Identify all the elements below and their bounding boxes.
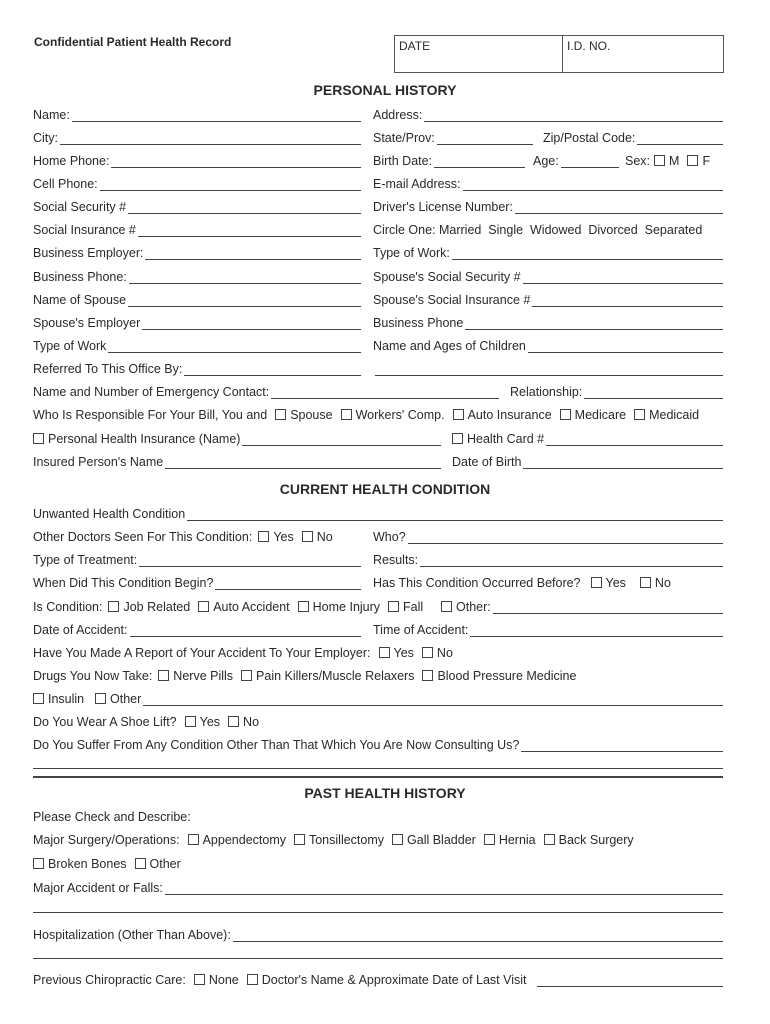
spouse-type-of-work-line <box>108 340 361 353</box>
drug-nerve-pills-checkbox[interactable] <box>158 670 169 681</box>
children-line <box>528 340 723 353</box>
accident-date-field[interactable] <box>33 619 361 637</box>
row-chiropractic <box>33 969 725 987</box>
business-phone-label: Business Phone: <box>33 270 127 284</box>
drug-other-line <box>143 693 723 706</box>
resp-auto-insurance-checkbox[interactable] <box>453 409 464 420</box>
insured-name-line <box>165 456 441 469</box>
unwanted-condition-label: Unwanted Health Condition <box>33 507 186 521</box>
insured-name-label: Insured Person's Name <box>33 455 164 469</box>
business-employer-line <box>145 247 361 260</box>
children-field[interactable] <box>373 335 723 353</box>
sex-female-label: F <box>702 154 711 168</box>
state-line <box>437 132 533 145</box>
chiropractic-none-label: None <box>208 973 239 987</box>
spouse-insurance-field[interactable] <box>373 289 723 307</box>
row-home-phone <box>33 150 725 168</box>
relationship-field[interactable] <box>510 381 723 399</box>
zip-line <box>637 132 723 145</box>
spouse-business-phone-label: Business Phone <box>373 316 464 330</box>
report-no-option[interactable] <box>422 646 453 660</box>
other-doctors-yes-option[interactable] <box>258 530 293 544</box>
broken-bones-option[interactable] <box>33 857 127 871</box>
condition-other-checkbox[interactable] <box>441 601 452 612</box>
surgery-back-surgery-option[interactable] <box>544 833 634 847</box>
condition-job-related-checkbox[interactable] <box>108 601 119 612</box>
condition-home-injury-checkbox[interactable] <box>298 601 309 612</box>
drug-pain-killers-checkbox[interactable] <box>241 670 252 681</box>
accident-date-label: Date of Accident: <box>33 623 128 637</box>
personal-insurance-checkbox[interactable] <box>33 433 44 444</box>
row-insulin <box>33 688 725 706</box>
hospitalization-label: Hospitalization (Other Than Above): <box>33 928 231 942</box>
other-doctors-yes-label: Yes <box>273 530 294 544</box>
row-business-employer <box>33 242 725 260</box>
check-describe-instruction: Please Check and Describe: <box>33 810 191 824</box>
condition-auto-accident-checkbox[interactable] <box>198 601 209 612</box>
results-line <box>420 554 723 567</box>
resp-option-medicare[interactable] <box>560 408 626 422</box>
health-card-label: Health Card # <box>467 432 545 446</box>
email-label: E-mail Address: <box>373 177 461 191</box>
row-suffer <box>33 734 725 752</box>
health-card-checkbox[interactable] <box>452 433 463 444</box>
zip-field[interactable] <box>543 127 723 145</box>
drug-blood-pressure-checkbox[interactable] <box>422 670 433 681</box>
condition-home-injury-label: Home Injury <box>312 600 381 614</box>
spouse-insurance-line <box>532 294 723 307</box>
broken-bones-choice <box>33 853 181 871</box>
id-number-field[interactable] <box>563 36 723 72</box>
report-no-label: No <box>436 646 453 660</box>
date-id-box <box>394 35 724 73</box>
major-accident-extra-line[interactable] <box>33 912 723 913</box>
condition-auto-accident-option[interactable] <box>198 600 289 614</box>
suffer-extra-line[interactable] <box>33 768 723 769</box>
row-shoe-lift <box>33 711 725 729</box>
row-business-phone <box>33 266 725 284</box>
shoe-lift-yes-checkbox[interactable] <box>185 716 196 727</box>
results-field[interactable] <box>373 549 723 567</box>
condition-fall-label: Fall <box>403 600 424 614</box>
spouse-ssn-label: Spouse's Social Security # <box>373 270 521 284</box>
condition-job-related-option[interactable] <box>108 600 190 614</box>
surgery-choice <box>33 829 634 847</box>
sex-choice <box>625 150 710 168</box>
other-doctors-choice <box>33 526 333 544</box>
resp-auto-insurance-label: Auto Insurance <box>467 408 552 422</box>
ssn-label: Social Security # <box>33 200 127 214</box>
major-accident-field[interactable] <box>33 877 723 895</box>
surgery-tonsillectomy-label: Tonsillectomy <box>308 833 385 847</box>
email-line <box>463 178 723 191</box>
spouse-business-phone-field[interactable] <box>373 312 723 330</box>
row-is-condition <box>33 596 725 614</box>
when-begin-line <box>215 577 361 590</box>
accident-time-label: Time of Accident: <box>373 623 469 637</box>
other-doctors-no-label: No <box>316 530 333 544</box>
shoe-lift-yes-label: Yes <box>199 715 221 729</box>
spouse-employer-label: Spouse's Employer <box>33 316 141 330</box>
who-label: Who? <box>373 530 406 544</box>
row-accident-date <box>33 619 725 637</box>
accident-time-field[interactable] <box>373 619 723 637</box>
occurred-before-yes-label: Yes <box>605 576 626 590</box>
health-card-field[interactable] <box>452 428 723 446</box>
personal-insurance-field[interactable] <box>33 428 441 446</box>
drug-blood-pressure-option[interactable] <box>422 669 576 683</box>
cell-phone-field[interactable] <box>33 173 361 191</box>
surgery-label: Major Surgery/Operations: <box>33 833 180 847</box>
drug-pain-killers-option[interactable] <box>241 669 414 683</box>
surgery-hernia-option[interactable] <box>484 833 536 847</box>
broken-bones-checkbox[interactable] <box>33 858 44 869</box>
type-of-work-line <box>452 247 723 260</box>
city-label: City: <box>33 131 58 145</box>
row-insurance <box>33 428 725 446</box>
past-other-checkbox[interactable] <box>135 858 146 869</box>
sex-male-checkbox[interactable] <box>654 155 665 166</box>
drug-insulin-option[interactable] <box>33 688 84 706</box>
form-title: Confidential Patient Health Record <box>34 35 232 49</box>
occurred-before-no-option[interactable] <box>640 576 671 590</box>
age-field[interactable] <box>533 150 619 168</box>
condition-fall-checkbox[interactable] <box>388 601 399 612</box>
row-name-address <box>33 104 725 122</box>
resp-spouse-checkbox[interactable] <box>275 409 286 420</box>
shoe-lift-label: Do You Wear A Shoe Lift? <box>33 715 177 729</box>
hospitalization-field[interactable] <box>33 924 723 942</box>
surgery-tonsillectomy-checkbox[interactable] <box>294 834 305 845</box>
drug-nerve-pills-option[interactable] <box>158 669 233 683</box>
cell-phone-label: Cell Phone: <box>33 177 98 191</box>
treatment-field[interactable] <box>33 549 361 567</box>
drug-insulin-label: Insulin <box>48 692 85 706</box>
home-phone-field[interactable] <box>33 150 361 168</box>
condition-auto-accident-label: Auto Accident <box>213 600 290 614</box>
referred-field[interactable] <box>33 358 361 376</box>
children-extra-line <box>375 363 723 376</box>
past-health-heading: PAST HEALTH HISTORY <box>304 785 466 801</box>
surgery-back-surgery-checkbox[interactable] <box>544 834 555 845</box>
spouse-name-field[interactable] <box>33 289 361 307</box>
zip-label: Zip/Postal Code: <box>543 131 636 145</box>
spouse-insurance-label: Spouse's Social Insurance # <box>373 293 531 307</box>
children-label: Name and Ages of Children <box>373 339 526 353</box>
row-other-doctors <box>33 526 725 544</box>
spouse-employer-field[interactable] <box>33 312 361 330</box>
results-label: Results: <box>373 553 419 567</box>
state-field[interactable] <box>373 127 533 145</box>
row-city-state <box>33 127 725 145</box>
report-no-checkbox[interactable] <box>422 647 433 658</box>
row-referred <box>33 358 725 376</box>
business-employer-label: Business Employer: <box>33 246 144 260</box>
id-label: I.D. NO. <box>567 39 611 53</box>
chiropractic-none-option[interactable] <box>194 973 239 987</box>
other-doctors-yes-checkbox[interactable] <box>258 531 269 542</box>
treatment-line <box>139 554 361 567</box>
sex-male-option[interactable] <box>654 154 679 168</box>
chiropractic-doctor-line[interactable] <box>537 974 723 987</box>
address-label: Address: <box>373 108 423 122</box>
when-begin-label: When Did This Condition Begin? <box>33 576 214 590</box>
unwanted-condition-field[interactable] <box>33 503 723 521</box>
is-condition-choice <box>33 596 423 614</box>
condition-other-field[interactable] <box>441 596 723 614</box>
suffer-other-condition-field[interactable] <box>33 734 723 752</box>
other-doctors-no-checkbox[interactable] <box>302 531 313 542</box>
drug-nerve-pills-label: Nerve Pills <box>173 669 234 683</box>
surgery-appendectomy-option[interactable] <box>188 833 286 847</box>
row-insured <box>33 451 725 469</box>
address-field[interactable] <box>373 104 723 122</box>
resp-medicare-checkbox[interactable] <box>560 409 571 420</box>
ssn-line <box>128 201 361 214</box>
sex-male-label: M <box>669 154 680 168</box>
occurred-before-yes-checkbox[interactable] <box>591 577 602 588</box>
cell-phone-line <box>100 178 361 191</box>
drug-other-label: Other <box>110 692 142 706</box>
surgery-gall-bladder-label: Gall Bladder <box>407 833 476 847</box>
condition-job-related-label: Job Related <box>123 600 191 614</box>
drug-blood-pressure-label: Blood Pressure Medicine <box>437 669 577 683</box>
ssn-field[interactable] <box>33 196 361 214</box>
city-line <box>60 132 361 145</box>
row-spouse-name <box>33 289 725 307</box>
date-label: DATE <box>399 39 431 53</box>
row-emergency <box>33 381 725 399</box>
responsible-party <box>33 404 699 422</box>
name-line <box>72 109 361 122</box>
marital-status-circle-one[interactable]: Circle One: Married Single Widowed Divorced Separated <box>373 223 703 237</box>
chiropractic-label: Previous Chiropractic Care: <box>33 973 186 987</box>
spouse-name-label: Name of Spouse <box>33 293 127 307</box>
row-ssn <box>33 196 725 214</box>
home-phone-line <box>111 155 361 168</box>
past-other-label: Other <box>149 857 181 871</box>
report-yes-option[interactable] <box>379 646 414 660</box>
relationship-label: Relationship: <box>510 385 583 399</box>
spouse-ssn-line <box>523 271 723 284</box>
chiropractic-field <box>33 969 723 987</box>
drugs-label: Drugs You Now Take: <box>33 669 153 683</box>
referred-line <box>184 363 361 376</box>
home-phone-label: Home Phone: <box>33 154 110 168</box>
row-when-begin <box>33 572 725 590</box>
row-broken-bones <box>33 853 725 871</box>
resp-option-auto-insurance[interactable] <box>453 408 552 422</box>
occurred-before-no-checkbox[interactable] <box>640 577 651 588</box>
row-surgery <box>33 829 725 847</box>
drug-insulin-checkbox[interactable] <box>33 693 44 704</box>
row-major-accident <box>33 877 725 895</box>
who-field[interactable] <box>373 526 723 544</box>
suffer-other-condition-label: Do You Suffer From Any Condition Other Than That Which You Are Now Consulting Us? <box>33 738 520 752</box>
insured-dob-line <box>523 456 723 469</box>
occurred-before-yes-option[interactable] <box>591 576 626 590</box>
hospitalization-line <box>233 929 723 942</box>
relationship-line <box>584 386 723 399</box>
chiropractic-none-checkbox[interactable] <box>194 974 205 985</box>
name-label: Name: <box>33 108 70 122</box>
is-condition-label: Is Condition: <box>33 600 103 614</box>
social-insurance-label: Social Insurance # <box>33 223 136 237</box>
drug-pain-killers-label: Pain Killers/Muscle Relaxers <box>256 669 415 683</box>
unwanted-condition-line <box>187 508 723 521</box>
drugs-choice <box>33 665 576 683</box>
occurred-before-no-label: No <box>654 576 671 590</box>
row-check-describe <box>33 806 725 824</box>
condition-other-line <box>493 601 723 614</box>
chiropractic-doctor-checkbox[interactable] <box>247 974 258 985</box>
condition-fall-option[interactable] <box>388 600 423 614</box>
row-responsible <box>33 404 725 422</box>
license-field[interactable] <box>373 196 723 214</box>
birth-date-label: Birth Date: <box>373 154 433 168</box>
report-label: Have You Made A Report of Your Accident To Your Employer: <box>33 646 371 660</box>
insured-dob-label: Date of Birth <box>452 455 522 469</box>
sex-female-option[interactable] <box>687 154 710 168</box>
emergency-contact-field[interactable] <box>33 381 499 399</box>
suffer-other-condition-line <box>521 739 723 752</box>
row-spouse-work <box>33 335 725 353</box>
emergency-contact-line <box>271 386 499 399</box>
insured-dob-field[interactable] <box>452 451 723 469</box>
resp-option-medicaid[interactable] <box>634 408 699 422</box>
resp-option-workers-comp[interactable] <box>341 408 445 422</box>
drug-other-checkbox[interactable] <box>95 693 106 704</box>
license-label: Driver's License Number: <box>373 200 513 214</box>
children-extra-line-field[interactable] <box>373 358 723 376</box>
row-treatment <box>33 549 725 567</box>
personal-insurance-label: Personal Health Insurance (Name) <box>48 432 241 446</box>
past-other-option[interactable] <box>135 857 181 871</box>
birth-date-field[interactable] <box>373 150 525 168</box>
row-spouse-employer <box>33 312 725 330</box>
license-line <box>515 201 723 214</box>
surgery-gall-bladder-option[interactable] <box>392 833 476 847</box>
surgery-gall-bladder-checkbox[interactable] <box>392 834 403 845</box>
birth-date-line <box>434 155 525 168</box>
health-card-line <box>546 433 723 446</box>
resp-medicare-label: Medicare <box>574 408 627 422</box>
social-insurance-field[interactable] <box>33 219 361 237</box>
current-health-heading: CURRENT HEALTH CONDITION <box>279 481 491 497</box>
chiropractic-doctor-label: Doctor's Name & Approximate Date of Last Visit <box>261 973 527 987</box>
spouse-business-phone-line <box>465 317 723 330</box>
section-divider <box>33 776 723 778</box>
row-hospitalization <box>33 924 725 942</box>
major-accident-line <box>165 882 723 895</box>
treatment-label: Type of Treatment: <box>33 553 138 567</box>
resp-workers-comp-checkbox[interactable] <box>341 409 352 420</box>
surgery-appendectomy-label: Appendectomy <box>202 833 286 847</box>
spouse-type-of-work-label: Type of Work <box>33 339 107 353</box>
sex-label: Sex: <box>625 154 651 168</box>
row-report <box>33 642 725 660</box>
shoe-lift-no-option[interactable] <box>228 715 259 729</box>
drug-other-field[interactable] <box>95 688 723 706</box>
major-accident-label: Major Accident or Falls: <box>33 881 163 895</box>
condition-home-injury-option[interactable] <box>298 600 380 614</box>
resp-workers-comp-label: Workers' Comp. <box>355 408 445 422</box>
when-begin-field[interactable] <box>33 572 361 590</box>
emergency-contact-label: Name and Number of Emergency Contact: <box>33 385 270 399</box>
type-of-work-label: Type of Work: <box>373 246 450 260</box>
spouse-type-of-work-field[interactable] <box>33 335 361 353</box>
surgery-hernia-label: Hernia <box>498 833 536 847</box>
age-line <box>561 155 619 168</box>
address-line <box>424 109 723 122</box>
personal-history-heading: PERSONAL HISTORY <box>313 82 457 98</box>
personal-insurance-line <box>242 433 441 446</box>
shoe-lift-no-checkbox[interactable] <box>228 716 239 727</box>
row-social-insurance <box>33 219 725 237</box>
row-drugs <box>33 665 725 683</box>
shoe-lift-no-label: No <box>243 715 260 729</box>
other-doctors-label: Other Doctors Seen For This Condition: <box>33 530 253 544</box>
city-field[interactable] <box>33 127 361 145</box>
resp-medicaid-label: Medicaid <box>649 408 700 422</box>
report-yes-checkbox[interactable] <box>379 647 390 658</box>
shoe-lift-choice <box>33 711 259 729</box>
row-cell-phone <box>33 173 725 191</box>
chiropractic-doctor-option[interactable] <box>247 973 527 987</box>
surgery-tonsillectomy-option[interactable] <box>294 833 384 847</box>
business-phone-field[interactable] <box>33 266 361 284</box>
sex-female-checkbox[interactable] <box>687 155 698 166</box>
business-phone-line <box>129 271 361 284</box>
referred-label: Referred To This Office By: <box>33 362 183 376</box>
state-label: State/Prov: <box>373 131 435 145</box>
surgery-back-surgery-label: Back Surgery <box>558 833 634 847</box>
date-field[interactable] <box>395 36 563 72</box>
business-employer-field[interactable] <box>33 242 361 260</box>
row-unwanted <box>33 503 725 521</box>
shoe-lift-yes-option[interactable] <box>185 715 220 729</box>
accident-time-line <box>470 624 723 637</box>
surgery-appendectomy-checkbox[interactable] <box>188 834 199 845</box>
type-of-work-field[interactable] <box>373 242 723 260</box>
resp-option-spouse[interactable] <box>275 408 332 422</box>
age-label: Age: <box>533 154 559 168</box>
resp-spouse-label: Spouse <box>290 408 333 422</box>
social-insurance-line <box>138 224 361 237</box>
email-field[interactable] <box>373 173 723 191</box>
condition-other-label: Other: <box>456 600 491 614</box>
broken-bones-label: Broken Bones <box>48 857 127 871</box>
occurred-before-label: Has This Condition Occurred Before? <box>373 576 581 590</box>
other-doctors-no-option[interactable] <box>302 530 333 544</box>
spouse-name-line <box>128 294 361 307</box>
spouse-ssn-field[interactable] <box>373 266 723 284</box>
name-field[interactable] <box>33 104 361 122</box>
accident-date-line <box>130 624 361 637</box>
resp-medicaid-checkbox[interactable] <box>634 409 645 420</box>
insured-name-field[interactable] <box>33 451 441 469</box>
spouse-employer-line <box>142 317 361 330</box>
surgery-hernia-checkbox[interactable] <box>484 834 495 845</box>
responsible-label: Who Is Responsible For Your Bill, You and <box>33 408 268 422</box>
hospitalization-extra-line[interactable] <box>33 958 723 959</box>
who-line <box>408 531 723 544</box>
report-yes-label: Yes <box>393 646 414 660</box>
report-choice <box>33 642 453 660</box>
occurred-before-choice <box>373 572 671 590</box>
